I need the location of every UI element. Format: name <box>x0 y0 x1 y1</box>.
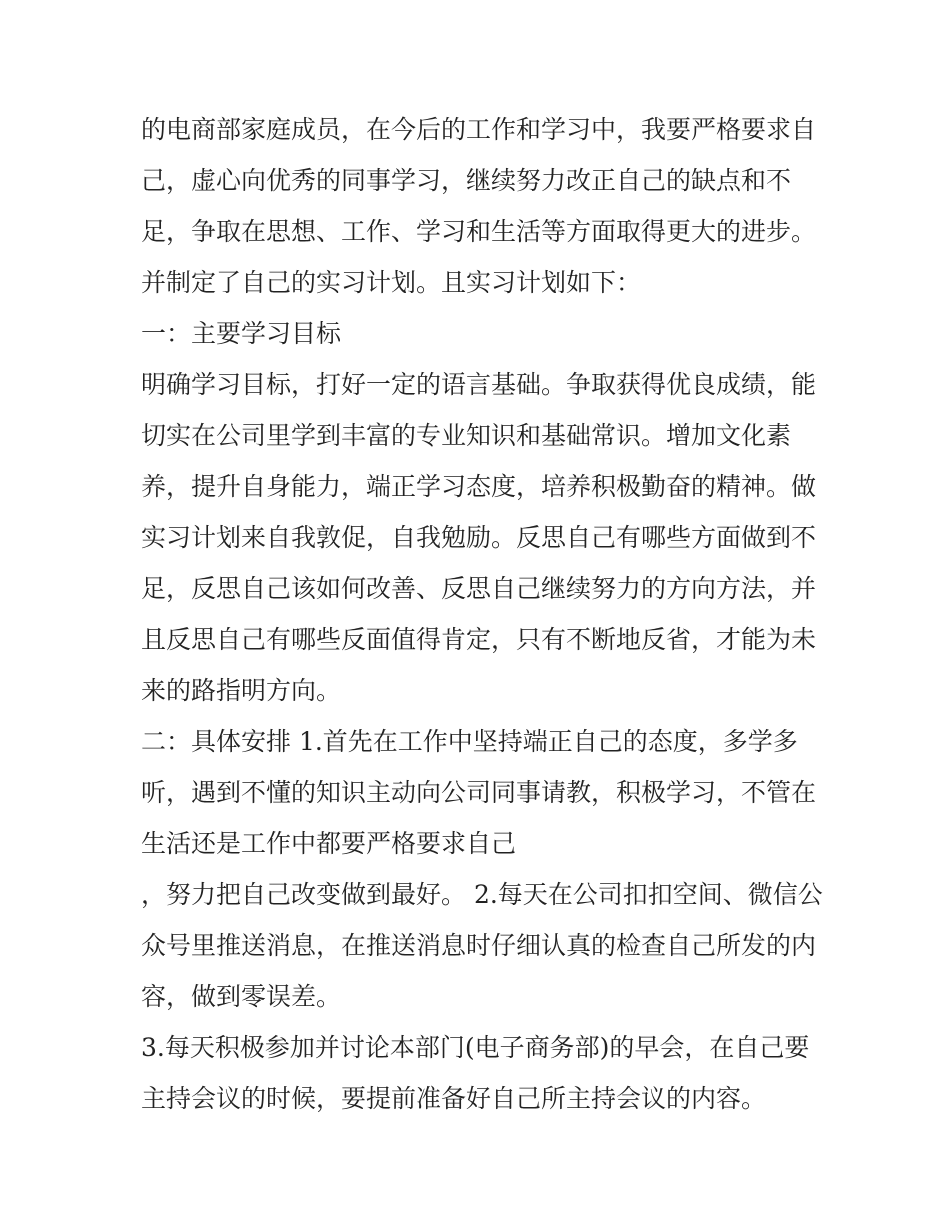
text-line: 听，遇到不懂的知识主动向公司同事请教，积极学习，不管在 <box>141 778 817 807</box>
text-line: 的电商部家庭成员，在今后的工作和学习中，我要严格要求自 <box>141 115 817 144</box>
section-heading: 一：主要学习目标 <box>141 319 342 348</box>
text-line: ，努力把自己改变做到最好。 2.每天在公司扣扣空间、微信公 <box>141 880 823 909</box>
text-line: 众号里推送消息，在推送消息时仔细认真的检查自己所发的内 <box>141 931 817 960</box>
text-line: 养，提升自身能力，端正学习态度，培养积极勤奋的精神。做 <box>141 472 817 501</box>
text-line: 并制定了自己的实习计划。且实习计划如下： <box>141 268 642 297</box>
text-line: 容，做到零误差。 <box>141 982 342 1011</box>
text-line: 生活还是工作中都要严格要求自己 <box>141 829 517 858</box>
text-line: 实习计划来自我敦促，自我勉励。反思自己有哪些方面做到不 <box>141 523 817 552</box>
section-heading: 二：具体安排 1.首先在工作中坚持端正自己的态度，多学多 <box>141 727 798 756</box>
text-line: 足，反思自己该如何改善、反思自己继续努力的方向方法，并 <box>141 574 817 603</box>
text-line: 且反思自己有哪些反面值得肯定，只有不断地反省，才能为未 <box>141 625 817 654</box>
text-line: 明确学习目标，打好一定的语言基础。争取获得优良成绩，能 <box>141 370 817 399</box>
text-line: 足，争取在思想、工作、学习和生活等方面取得更大的进步。 <box>141 217 817 246</box>
text-line: 切实在公司里学到丰富的专业知识和基础常识。增加文化素 <box>141 421 792 450</box>
text-line: 3.每天积极参加并讨论本部门(电子商务部)的早会，在自己要 <box>141 1033 810 1062</box>
text-line: 来的路指明方向。 <box>141 676 342 705</box>
document-body <box>141 104 821 1124</box>
text-line: 主持会议的时候，要提前准备好自己所主持会议的内容。 <box>141 1084 767 1113</box>
text-line: 己，虚心向优秀的同事学习，继续努力改正自己的缺点和不 <box>141 166 792 195</box>
